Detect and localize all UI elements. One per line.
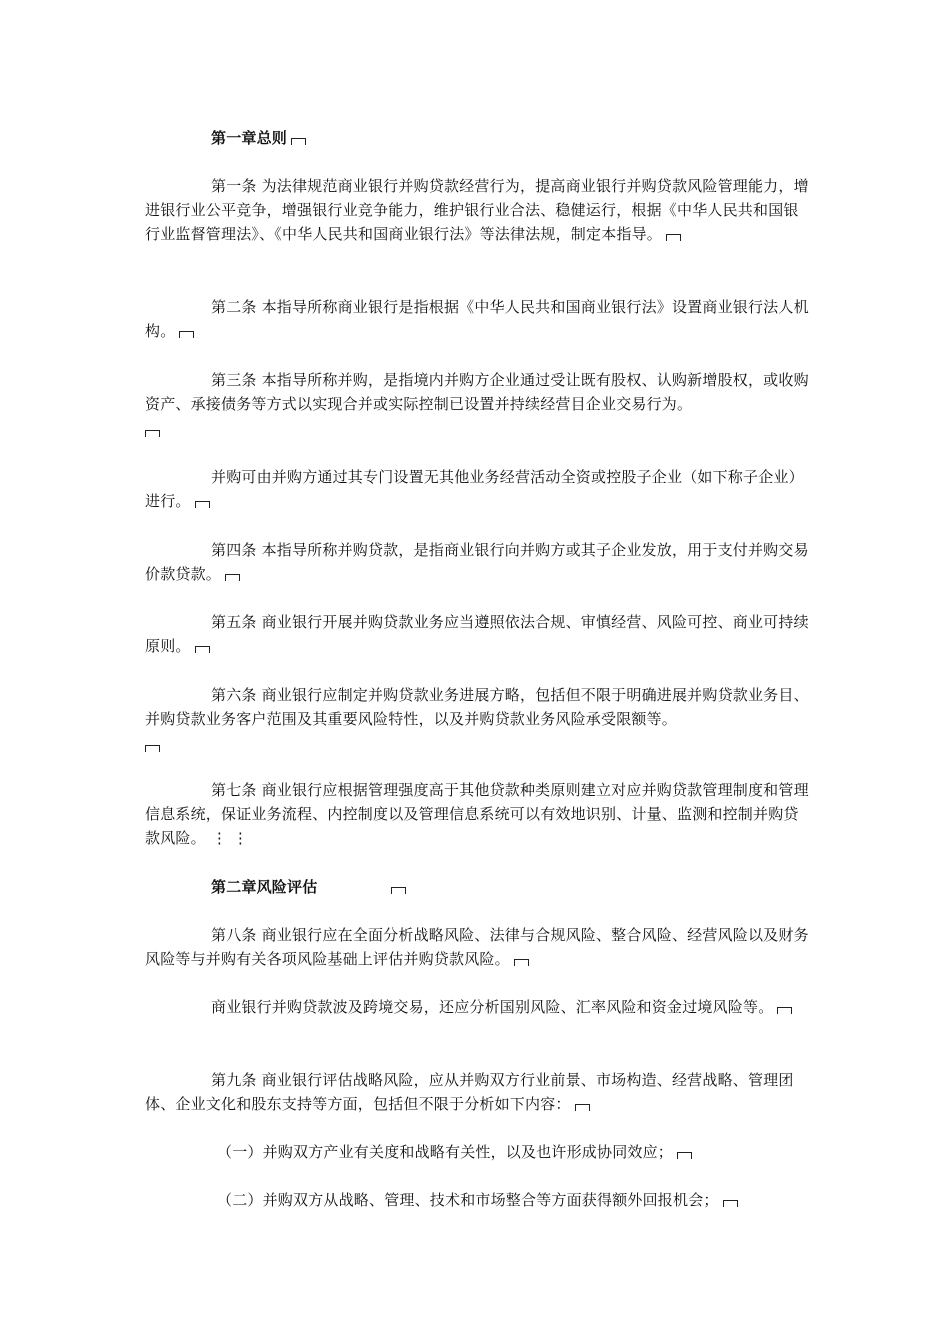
paragraph-mark-icon bbox=[575, 1104, 590, 1111]
paragraph-mark-icon bbox=[777, 1007, 792, 1014]
paragraph-mark-icon bbox=[225, 574, 240, 581]
paragraph-mark-icon bbox=[677, 1152, 692, 1159]
paragraph-mark-icon bbox=[195, 501, 210, 508]
chapter-2-heading bbox=[145, 875, 813, 899]
paragraph-mark-icon bbox=[179, 331, 194, 338]
article-6: 第六条 商业银行应制定并购贷款业务进展方略，包括但不限于明确进展并购贷款业务目、并购贷款业务客户范围及其重要风险特性，以及并购贷款业务风险承受限额等。 bbox=[145, 683, 813, 752]
article-3: 第三条 本指导所称并购，是指境内并购方企业通过受让既有股权、认购新增股权，或收购资产、承接债务等方式以实现合并或实际控制已设置并持续经营目企业交易行为。 bbox=[145, 368, 813, 437]
chapter-1-title: 第一章总则 bbox=[211, 129, 288, 147]
paragraph-mark-icon bbox=[666, 234, 681, 241]
article-9-item-1: （一）并购双方产业有关度和战略有关性，以及也许形成协同效应； bbox=[145, 1140, 813, 1164]
article-1: 第一条 为法律规范商业银行并购贷款经营行为，提高商业银行并购贷款风险管理能力，增进银行业公平竞争，增强银行业竞争能力，维护银行业合法、稳健运行，根据《中华人民共和国银行业监督管理法》、《中华人民共和国商业银行法》等法律法规，制定本指导。 bbox=[145, 177, 809, 243]
article-3-note: 并购可由并购方通过其专门设置无其他业务经营活动全资或控股子企业（如下称子企业）进行。 bbox=[145, 468, 804, 510]
paragraph-mark-icon bbox=[723, 1200, 738, 1207]
article-4: 第四条 本指导所称并购贷款，是指商业银行向并购方或其子企业发放，用于支付并购交易价款贷款。 bbox=[145, 541, 809, 583]
paragraph-mark-icon bbox=[391, 887, 406, 894]
paragraph-mark-icon bbox=[195, 646, 210, 653]
paragraph-mark-icon bbox=[514, 959, 529, 966]
chapter-1-heading bbox=[145, 126, 813, 150]
article-7-dots: ⋮⋮ bbox=[211, 829, 254, 847]
article-5: 第五条 商业银行开展并购贷款业务应当遵照依法合规、审慎经营、风险可控、商业可持续原则。 bbox=[145, 613, 809, 655]
article-7: 第七条 商业银行应根据管理强度高于其他贷款种类原则建立对应并购贷款管理制度和管理信息系统，保证业务流程、内控制度以及管理信息系统可以有效地识别、计量、监测和控制并购贷款风险。 ⋮⋮ bbox=[145, 781, 809, 847]
article-9: 第九条 商业银行评估战略风险，应从并购双方行业前景、市场构造、经营战略、管理团体、企业文化和股东支持等方面，包括但不限于分析如下内容： bbox=[145, 1071, 794, 1113]
article-8: 第八条 商业银行应在全面分析战略风险、法律与合规风险、整合风险、经营风险以及财务风险等与并购有关各项风险基础上评估并购贷款风险。 bbox=[145, 926, 809, 968]
paragraph-mark-icon bbox=[291, 138, 306, 145]
article-9-item-2: （二）并购双方从战略、管理、技术和市场整合等方面获得额外回报机会； bbox=[145, 1188, 813, 1212]
chapter-2-title: 第二章风险评估 bbox=[211, 878, 318, 896]
article-8-note: 商业银行并购贷款波及跨境交易，还应分析国别风险、汇率风险和资金过境风险等。 bbox=[145, 995, 813, 1019]
paragraph-mark-icon bbox=[145, 745, 160, 752]
article-2: 第二条 本指导所称商业银行是指根据《中华人民共和国商业银行法》设置商业银行法人机构。 bbox=[145, 298, 809, 340]
paragraph-mark-icon bbox=[145, 430, 160, 437]
